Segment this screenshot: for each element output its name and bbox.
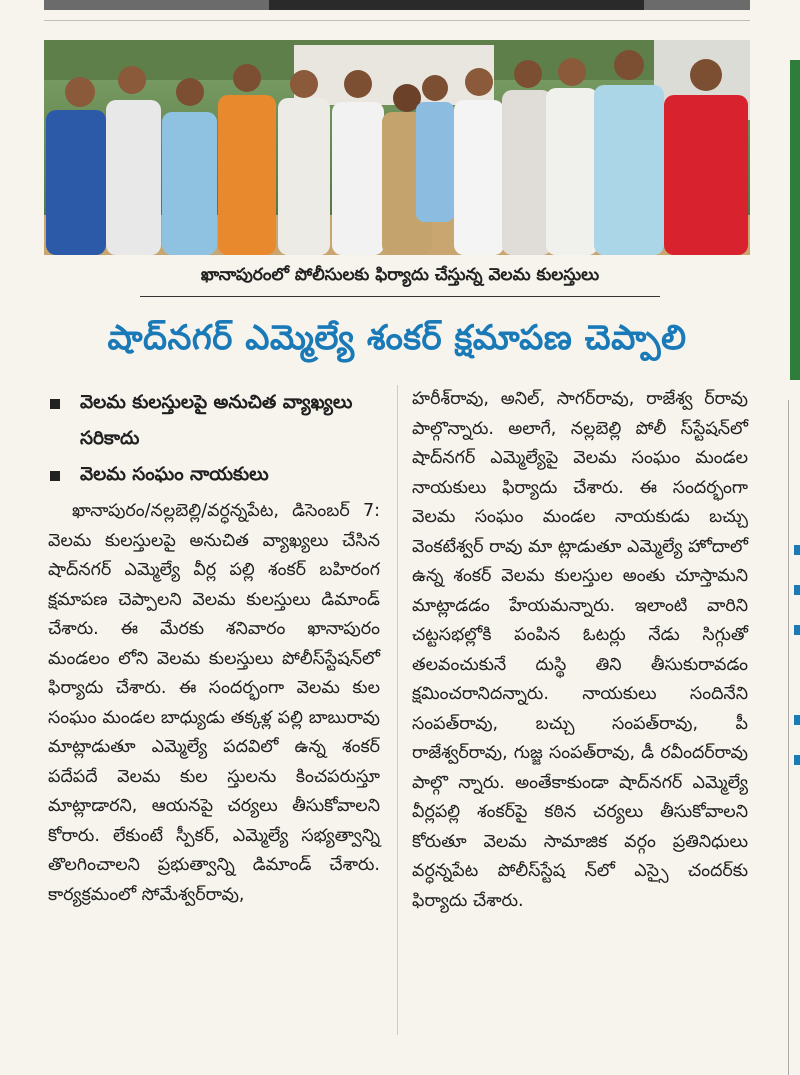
bullet-list: [48, 385, 380, 493]
next-headline-cutoff: [44, 1050, 750, 1075]
news-photo: [44, 40, 750, 255]
adjacent-bullet-mark: [794, 625, 800, 635]
adjacent-bullet-mark: [794, 585, 800, 595]
article-body-right: హరీశ్‌రావు, అనిల్, సాగర్‌రావు, రాజేశ్వ ర్‌రావు పాల్గొన్నారు. అలాగే, నల్లబెల్లి పోలీ స్‌స్టేషన్‌లో షాద్‌నగర్ ఎమ్మెల్యేపై వెలమ సంఘం మండల నాయకులు ఫిర్యాదు చేశారు. ఈ సందర్భంగా వెలమ సంఘం మండల నాయకుడు బచ్చు వెంకటేశ్వర్ రావు మా ట్లాడుతూ ఎమ్మెల్యే హోదాలో ఉన్న శంకర్ వెలమ కులస్తుల అంతు చూస్తామని మాట్లాడడం హేయమన్నారు. ఇలాంటి వారిని చట్టసభల్లోకి పంపిన ఓటర్లు నేడు సిగ్గుతో తలవంచుకునే దుస్థి తిని తీసుకురావడం క్షమించరానిదన్నారు. నాయకులు సందినేని సంపత్‌రావు, బచ్చు సంపత్‌రావు, పీ రాజేశ్వర్‌రావు, గుజ్జ సంపత్‌రావు, డీ రవీందర్‌రావు పాల్గొ న్నారు. అంతేకాకుండా షాద్‌నగర్ ఎమ్మెల్యే వీర్లపల్లి శంకర్‌పై కఠిన చర్యలు తీసుకోవాలని కోరుతూ వెలమ సామాజిక వర్గం ప్రతినిధులు వర్ధన్నపేట పోలీస్‌స్టేష న్‌లో ఎస్సై చందర్‌కు ఫిర్యాదు చేశారు.: [412, 389, 748, 911]
adjacent-photo-edge: [790, 60, 800, 380]
photo-caption: ఖానాపురంలో పోలీసులకు ఫిర్యాదు చేస్తున్న వెలమ కులస్తులు: [200, 265, 600, 285]
adjacent-bullet-mark: [794, 715, 800, 725]
top-rule-dark-segment: [269, 0, 644, 10]
article-body-left: ఖానాపురం/నల్లబెల్లి/వర్ధన్నపేట, డిసెంబర్ 7: వెలమ కులస్తులపై అనుచిత వ్యాఖ్యలు చేసిన షాద్‌నగర్ ఎమ్మెల్యే వీర్ల పల్లి శంకర్ బహిరంగ క్షమాపణ చెప్పాలని వెలమ కులస్తులు డిమాండ్ చేశారు. ఈ మేరకు శనివారం ఖానాపురం మండలం లోని వెలమ కులస్తులు పోలీస్‌స్టేషన్‌లో ఫిర్యాదు చేశారు. ఈ సందర్భంగా వెలమ కుల సంఘం మండల బాధ్యుడు తక్కళ్ల పల్లి బాబురావు మాట్లాడుతూ ఎమ్మెల్యే పదవిలో ఉన్న శంకర్ పదేపదే వెలమ కుల స్తులను కించపరుస్తూ మాట్లాడారని, ఆయనపై చర్యలు తీసుకోవాలని కోరారు. లేకుంటే స్పీకర్, ఎమ్మెల్యే సభ్యత్వాన్ని తొలగించాలని ప్రభుత్వాన్ని డిమాండ్ చేశారు. కార్యక్రమంలో సోమేశ్వర్‌రావు,: [48, 501, 380, 905]
header-thin-rule: [44, 20, 750, 21]
headline: షాద్‌నగర్ ఎమ్మెల్యే శంకర్ క్షమాపణ చెప్పాలి: [107, 318, 687, 358]
article-left-column: [48, 385, 380, 910]
bullet-point-1: వెలమ కులస్తులపై అనుచిత వ్యాఖ్యలు సరికాదు: [48, 385, 380, 457]
column-divider: [397, 385, 398, 1035]
adjacent-article-edge: [760, 40, 800, 1075]
bullet-point-2: వెలమ సంఘం నాయకులు: [48, 457, 380, 493]
top-rule: [44, 0, 750, 10]
adjacent-bullet-mark: [794, 755, 800, 765]
caption-underline: [140, 296, 660, 297]
article-right-column: [412, 385, 748, 916]
adjacent-column-rule: [788, 400, 789, 1075]
group-photo-icon: [44, 40, 750, 255]
adjacent-bullet-mark: [794, 545, 800, 555]
